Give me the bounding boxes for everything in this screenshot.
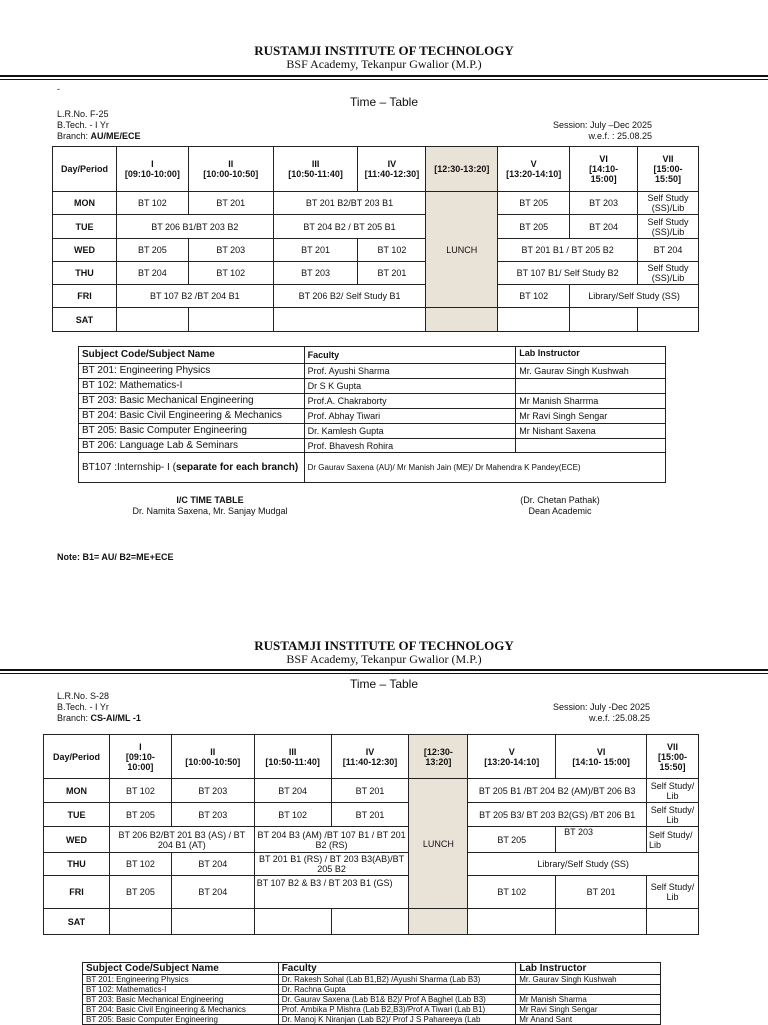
cell: BT 203 — [556, 827, 647, 853]
cell: BT 205 — [109, 803, 171, 827]
meta-right — [553, 120, 652, 142]
cell: BT 204 B2 / BT 205 B1 — [273, 215, 426, 239]
col-period-4: IV [11:40-12:30] — [331, 735, 409, 779]
col-period-2: II [10:00-10:50] — [171, 735, 254, 779]
day-label: WED — [53, 239, 117, 262]
cell: BT 102 — [109, 853, 171, 876]
cell: BT 204 — [171, 876, 254, 909]
col-period-3: III [10:50-11:40] — [254, 735, 331, 779]
cell: BT 203 — [171, 803, 254, 827]
cell: BT 201 B1 / BT 205 B2 — [498, 239, 638, 262]
cell: BT 102 — [358, 239, 426, 262]
header-row — [53, 147, 699, 192]
cell — [254, 909, 331, 935]
lab-col-header: Lab Instructor — [516, 347, 666, 364]
cell — [331, 909, 409, 935]
row-thu — [53, 262, 699, 285]
cell: Library/Self Study (SS) — [468, 853, 699, 876]
row-fri — [44, 876, 699, 909]
timetable-title: Time – Table — [349, 95, 419, 109]
subject-name: BT 205: Basic Computer Engineering — [79, 424, 305, 439]
program-year: B.Tech. - I Yr — [57, 702, 109, 712]
dean-signature — [505, 495, 615, 517]
cell: BT 201 — [556, 876, 647, 909]
timetable-title-2: Time – Table — [349, 677, 419, 691]
subject-name: BT 102: Mathematics-I — [79, 379, 305, 394]
day-label: FRI — [44, 876, 110, 909]
day-label: THU — [53, 262, 117, 285]
ic-names: Dr. Namita Saxena, Mr. Sanjay Mudgal — [132, 506, 288, 516]
col-lunch-time: [12:30- 13:20] — [409, 735, 468, 779]
cell: BT 107 B2 /BT 204 B1 — [116, 285, 273, 308]
cell: BT 204 — [570, 215, 638, 239]
row-thu — [44, 853, 699, 876]
timetable-1 — [52, 146, 699, 332]
day-label: TUE — [44, 803, 110, 827]
cell: BT 102 — [188, 262, 273, 285]
faculty-name: Prof.A. Chakraborty — [304, 394, 516, 409]
faculty-name: Dr S K Gupta — [304, 379, 516, 394]
subject-row — [79, 424, 666, 439]
header-row — [44, 735, 699, 779]
internship-text: BT107 :Internship- I ( — [82, 461, 176, 473]
wef-date: w.e.f. : 25.08.25 — [588, 131, 652, 141]
cell: BT 206 B2/BT 201 B3 (AS) / BT 204 B1 (AT) — [109, 827, 254, 853]
lr-number: L.R.No. F-25 — [57, 109, 109, 119]
batch-note: Note: B1= AU/ B2=ME+ECE — [57, 552, 174, 562]
cell — [638, 308, 699, 332]
internship-note: separate for each branch) — [175, 461, 299, 473]
col-period-5: V [13:20-14:10] — [468, 735, 556, 779]
col-day-period: Day/Period — [44, 735, 110, 779]
cell: Self Study/ Lib — [646, 827, 698, 853]
internship-faculty: Dr Gaurav Saxena (AU)/ Mr Manish Jain (ME)/ Dr Mahendra K Pandey(ECE) — [304, 453, 665, 483]
session: Session: July -Dec 2025 — [552, 702, 650, 712]
col-period-2: II [10:00-10:50] — [188, 147, 273, 192]
subject-name: BT 206: Language Lab & Seminars — [79, 439, 305, 453]
institute-name-2: RUSTAMJI INSTITUTE OF TECHNOLOGY — [254, 638, 514, 653]
cell: BT 205 — [116, 239, 188, 262]
institute-address: BSF Academy, Tekanpur Gwalior (M.P.) — [286, 57, 482, 71]
cell: BT 205 — [498, 215, 570, 239]
branch — [57, 131, 141, 142]
col-period-7: VII [15:00- 15:50] — [646, 735, 698, 779]
col-period-5: V [13:20-14:10] — [498, 147, 570, 192]
day-label: TUE — [53, 215, 117, 239]
subject-name: BT 203: Basic Mechanical Engineering — [83, 995, 279, 1005]
lab-instructor — [516, 439, 666, 453]
lab-instructor — [516, 379, 666, 394]
subject-name: BT 102: Mathematics-I — [83, 985, 279, 995]
cell: BT 204 — [171, 853, 254, 876]
faculty-name: Dr. Rachna Gupta — [278, 985, 516, 995]
row-tue — [44, 803, 699, 827]
cell — [273, 308, 426, 332]
timetable-2 — [43, 734, 699, 935]
row-wed — [44, 827, 699, 853]
cell: BT 107 B1/ Self Study B2 — [498, 262, 638, 285]
dean-name: (Dr. Chetan Pathak) — [520, 495, 600, 505]
row-sat — [44, 909, 699, 935]
cell: BT 205 B1 /BT 204 B2 (AM)/BT 206 B3 — [468, 779, 647, 803]
cell: Self Study/ Lib — [646, 876, 698, 909]
cell: BT 201 — [331, 779, 409, 803]
col-period-1: I [09:10- 10:00] — [109, 735, 171, 779]
cell: BT 204 B3 (AM) /BT 107 B1 / BT 201 B2 (RS) — [254, 827, 409, 853]
ic-signature — [110, 495, 310, 517]
subject-row — [79, 409, 666, 424]
cell: BT 203 — [171, 779, 254, 803]
subject-name: BT 201: Engineering Physics — [79, 364, 305, 379]
cell: BT 201 — [188, 192, 273, 215]
faculty-name: Dr. Manoj K Niranjan (Lab B2)/ Prof J S Pahareeya (Lab — [278, 1015, 516, 1025]
day-label: MON — [53, 192, 117, 215]
subjects-header — [79, 347, 666, 364]
cell: BT 102 — [468, 876, 556, 909]
row-wed — [53, 239, 699, 262]
header-rule-thin-2 — [0, 673, 768, 674]
cell: BT 203 — [273, 262, 358, 285]
cell: BT 102 — [254, 803, 331, 827]
subjects-table-2 — [82, 962, 661, 1025]
session: Session: July –Dec 2025 — [552, 120, 652, 130]
lab-instructor: Mr Manish Sharma — [516, 995, 661, 1005]
subject-col-header: Subject Code/Subject Name — [79, 347, 305, 364]
faculty-name: Dr. Rakesh Sohal (Lab B1,B2) /Ayushi Sharma (Lab B3) — [278, 975, 516, 985]
cell: Self Study/ Lib — [646, 803, 698, 827]
cell — [188, 308, 273, 332]
cell: Self Study (SS)/Lib — [638, 192, 699, 215]
col-lunch-time: [12:30-13:20] — [426, 147, 498, 192]
meta-left — [57, 109, 141, 142]
subject-row — [83, 975, 661, 985]
cell: BT 205 — [498, 192, 570, 215]
cell — [468, 909, 556, 935]
subject-row — [83, 1005, 661, 1015]
cell: BT 203 — [570, 192, 638, 215]
col-period-3: III [10:50-11:40] — [273, 147, 358, 192]
row-mon — [44, 779, 699, 803]
subject-name: BT 204: Basic Civil Engineering & Mechanics — [79, 409, 305, 424]
dash-mark: - — [57, 84, 60, 94]
day-label: THU — [44, 853, 110, 876]
cell: Self Study (SS)/Lib — [638, 262, 699, 285]
subject-col-header: Subject Code/Subject Name — [83, 963, 279, 975]
cell: BT 206 B2/ Self Study B1 — [273, 285, 426, 308]
header-rule-2 — [0, 669, 768, 671]
subject-row — [83, 985, 661, 995]
cell: BT 201 — [358, 262, 426, 285]
day-label: MON — [44, 779, 110, 803]
cell: Library/Self Study (SS) — [570, 285, 699, 308]
day-label: FRI — [53, 285, 117, 308]
cell: BT 201 — [273, 239, 358, 262]
cell — [498, 308, 570, 332]
lab-instructor: Mr Ravi Singh Sengar — [516, 1005, 661, 1015]
cell — [556, 909, 647, 935]
subject-row — [79, 394, 666, 409]
branch-value: AU/ME/ECE — [90, 131, 141, 141]
lab-instructor — [516, 985, 661, 995]
subject-name: BT 203: Basic Mechanical Engineering — [79, 394, 305, 409]
subjects-table-1 — [78, 346, 666, 483]
lab-instructor: Mr Ravi Singh Sengar — [516, 409, 666, 424]
lr-number: L.R.No. S-28 — [57, 691, 110, 701]
cell: BT 206 B1/BT 203 B2 — [116, 215, 273, 239]
lunch-cell: LUNCH — [409, 779, 468, 909]
institute-name: RUSTAMJI INSTITUTE OF TECHNOLOGY — [254, 43, 514, 58]
subject-name: BT 201: Engineering Physics — [83, 975, 279, 985]
cell: BT 205 B3/ BT 203 B2(GS) /BT 206 B1 — [468, 803, 647, 827]
branch-label: Branch: — [57, 713, 91, 723]
faculty-name: Prof. Ayushi Sharma — [304, 364, 516, 379]
cell — [116, 308, 188, 332]
subject-name: BT 204: Basic Civil Engineering & Mechanics — [83, 1005, 279, 1015]
cell: BT 102 — [109, 779, 171, 803]
lab-instructor: Mr Anand Sant — [516, 1015, 661, 1025]
internship-row — [79, 453, 666, 483]
lunch-cell — [409, 909, 468, 935]
branch-label: Branch: — [57, 131, 91, 141]
faculty-name: Dr. Kamlesh Gupta — [304, 424, 516, 439]
lab-instructor: Mr. Gaurav Singh Kushwah — [516, 975, 661, 985]
lab-instructor: Mr Nishant Saxena — [516, 424, 666, 439]
subject-row — [79, 379, 666, 394]
col-period-4: IV [11:40-12:30] — [358, 147, 426, 192]
header-rule — [0, 75, 768, 77]
faculty-name: Prof. Bhavesh Rohira — [304, 439, 516, 453]
cell: BT 107 B2 & B3 / BT 203 B1 (GS) — [254, 876, 409, 909]
cell: BT 204 — [116, 262, 188, 285]
internship-subject — [79, 453, 305, 483]
col-period-7: VII [15:00- 15:50] — [638, 147, 699, 192]
cell: BT 203 — [188, 239, 273, 262]
lunch-cell: LUNCH — [426, 192, 498, 308]
cell: BT 205 — [468, 827, 556, 853]
faculty-name: Prof. Ambika P Mishra (Lab B2,B3)/Prof A Tiwari (Lab B1) — [278, 1005, 516, 1015]
cell — [646, 909, 698, 935]
faculty-col-header: Faculty — [304, 347, 516, 364]
cell: BT 102 — [116, 192, 188, 215]
subject-row — [83, 995, 661, 1005]
day-label: SAT — [53, 308, 117, 332]
cell: Self Study (SS)/Lib — [638, 215, 699, 239]
col-period-6: VI [14:10- 15:00] — [556, 735, 647, 779]
col-period-6: VI [14:10- 15:00] — [570, 147, 638, 192]
cell — [109, 909, 171, 935]
subject-row — [83, 1015, 661, 1025]
day-label: WED — [44, 827, 110, 853]
header-rule-thin — [0, 79, 768, 80]
lunch-cell — [426, 308, 498, 332]
col-period-1: I [09:10-10:00] — [116, 147, 188, 192]
day-label: SAT — [44, 909, 110, 935]
subject-row — [79, 439, 666, 453]
lab-instructor: Mr Manish Sharrma — [516, 394, 666, 409]
row-fri — [53, 285, 699, 308]
cell: BT 204 — [254, 779, 331, 803]
cell: BT 205 — [109, 876, 171, 909]
row-mon — [53, 192, 699, 215]
dean-title: Dean Academic — [528, 506, 592, 516]
cell: Self Study/ Lib — [646, 779, 698, 803]
cell: BT 201 B1 (RS) / BT 203 B3(AB)/BT 205 B2 — [254, 853, 409, 876]
cell: BT 201 B2/BT 203 B1 — [273, 192, 426, 215]
branch-value: CS-AI/ML -1 — [90, 713, 141, 723]
row-tue — [53, 215, 699, 239]
subject-name: BT 205: Basic Computer Engineering — [83, 1015, 279, 1025]
subjects-header — [83, 963, 661, 975]
subject-row — [79, 364, 666, 379]
cell: BT 204 — [638, 239, 699, 262]
cell: BT 201 — [331, 803, 409, 827]
cell: BT 102 — [498, 285, 570, 308]
meta-left-2 — [57, 691, 141, 724]
row-sat — [53, 308, 699, 332]
branch — [57, 713, 141, 724]
lab-instructor: Mr. Gaurav Singh Kushwah — [516, 364, 666, 379]
wef-date: w.e.f. :25.08.25 — [588, 713, 650, 723]
faculty-name: Prof. Abhay Tiwari — [304, 409, 516, 424]
cell — [570, 308, 638, 332]
meta-right-2 — [553, 702, 650, 724]
program-year: B.Tech. - I Yr — [57, 120, 109, 130]
ic-title: I/C TIME TABLE — [176, 495, 244, 505]
lab-col-header: Lab Instructor — [516, 963, 661, 975]
faculty-name: Dr. Gaurav Saxena (Lab B1& B2)/ Prof A Baghel (Lab B3) — [278, 995, 516, 1005]
col-day-period: Day/Period — [53, 147, 117, 192]
faculty-col-header: Faculty — [278, 963, 516, 975]
cell — [171, 909, 254, 935]
institute-address-2: BSF Academy, Tekanpur Gwalior (M.P.) — [286, 652, 482, 666]
